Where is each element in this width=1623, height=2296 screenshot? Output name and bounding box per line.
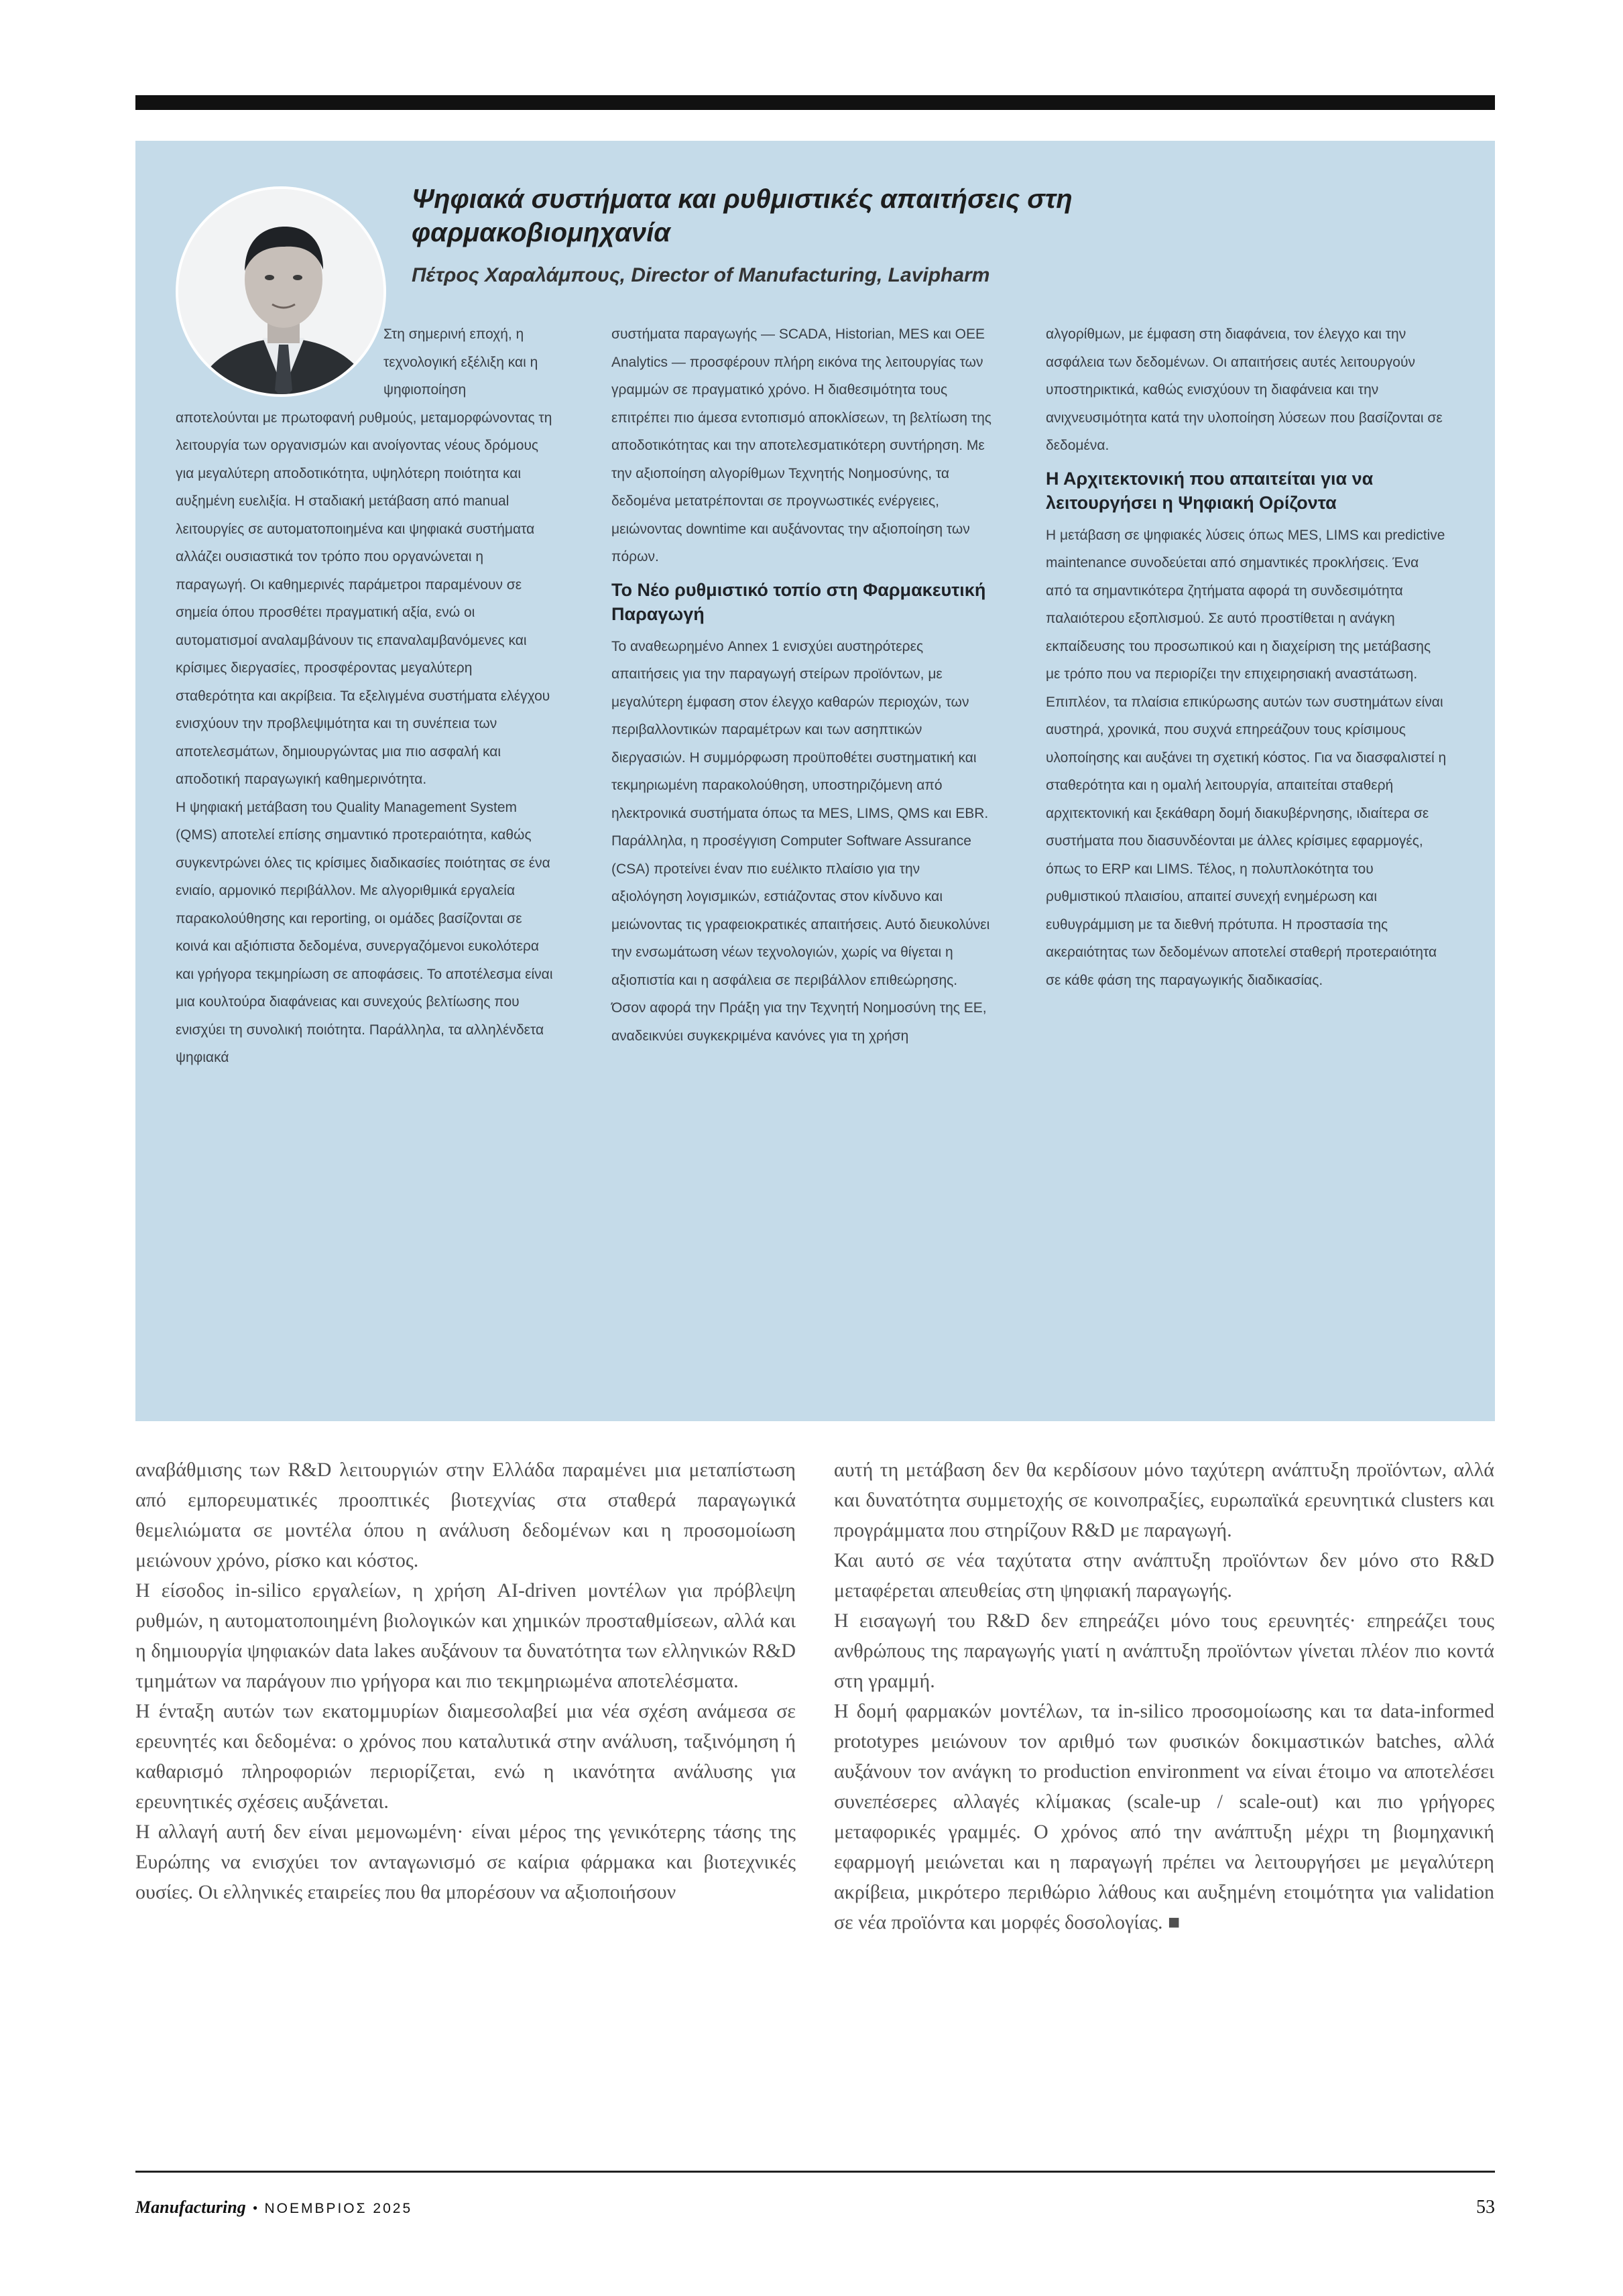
footer-brand: Manufacturing [135, 2197, 246, 2217]
sidebar-paragraph: Η ψηφιακή μετάβαση του Quality Management System (QMS) αποτελεί επίσης σημαντικό προτεραιότητα, καθώς συγκεντρώνει όλες τις κρίσιμες διαδικασίες ποιότητας σε ένα ενιαίο, αρμονικό περιβάλλον. Με αλγοριθμικά εργαλεία παρακολούθησης και reporting, οι ομάδες βασίζονται σε κοινά και αξιόπιστα δεδομένα, συνεργαζόμενοι ευκολότερα και γρήγορα τεκμηρίωση σε αποφάσεις. Το αποτέλεσμα είναι μια κουλτούρα διαφάνειας και συνεχούς βελτίωσης που ενισχύει τη συνολική ποιότητα. Παράλληλα, τα αλληλένδετα ψηφιακά [176, 799, 553, 1065]
sidebar-column-3 [1046, 320, 1448, 994]
body-paragraph: Η ένταξη αυτών των εκατομμυρίων διαμεσολαβεί μια νέα σχέση ανάμεσα σε ερευνητές και δεδομένα: ο χρόνος που καταλυτικά στην ανάλυση, ταξινόμηση ή καθαρισμό πληροφοριών περιορίζεται, ενώ η ικανότητα ανάλυσης για ερευνητικές σχέσεις αυξάνεται. [135, 1700, 796, 1813]
sidebar-paragraph: Το αναθεωρημένο Annex 1 ενισχύει αυστηρότερες απαιτήσεις για την παραγωγή στείρων προϊόντων, με μεγαλύτερη έμφαση στον έλεγχο καθαρών περιοχών, των περιβαλλοντικών παραμέτρων και των ασηπτικών διεργασιών. Η συμμόρφωση προϋποθέτει συστηματική και τεκμηριωμένη παρακολούθηση, υποστηριζόμενη από ηλεκτρονικά συστήματα όπως τα MES, LIMS, QMS και EBR. Παράλληλα, η προσέγγιση Computer Software Assurance (CSA) προτείνει έναν πιο ευέλικτο πλαίσιο για την αξιολόγηση λογισμικών, εστιάζοντας στον κίνδυνο και μειώνοντας τις γραφειοκρατικές απαιτήσεις. Αυτό διευκολύνει την ενσωμάτωση νέων τεχνολογιών, χωρίς να θίγεται η αξιοπιστία και η ασφάλεια σε περιβάλλον επιθεώρησης. Όσον αφορά την Πράξη για την Τεχνητή Νοημοσύνη της ΕΕ, αναδεικνύει συγκεκριμένα κανόνες για τη χρήση [611, 638, 990, 1044]
body-column-1 [135, 1455, 796, 1907]
footer-publication [135, 2196, 412, 2220]
body-paragraph: Και αυτό σε νέα ταχύτατα στην ανάπτυξη προϊόντων δεν μόνο στο R&D μεταφέρεται απευθείας στη ψηφιακή παραγωγής. [834, 1549, 1494, 1602]
body-paragraph: Η δομή φαρμακών μοντέλων, τα in-silico προσομοίωσης και τα data-informed prototypes μειώνουν τον αριθμό των φυσικών δοκιμαστικών batches, αλλά αυξάνουν τον ανάγκη το production environment να είναι έτοιμο να αποτελέσει συνεπέσερες αλλαγές κλίμακας (scale-up / scale-out) και πιο γρήγορες μεταφορικές γραμμές. Ο χρόνος από την ανάπτυξη μέχρι τη βιομηχανική εφαρμογή μειώνεται και η παραγωγή πρέπει να λειτουργήσει με μεγαλύτερη ακρίβεια, μικρότερο περιθώριο λάθους και αυξημένη ετοιμότητα για validation σε νέα προϊόντα και μορφές δοσολογίας. ■ [834, 1700, 1494, 1933]
top-rule [135, 95, 1495, 110]
sidebar-paragraph: αποτελούνται με πρωτοφανή ρυθμούς, μεταμορφώνοντας τη λειτουργία των οργανισμών και ανοίγοντας νέους δρόμους για μεγαλύτερη αποδοτικότητα, υψηλότερη ποιότητα και αυξημένη ευελιξία. Η σταδιακή μετάβαση από manual λειτουργίες σε αυτοματοποιημένα και ψηφιακά συστήματα αλλάζει ουσιαστικά τον τρόπο που οργανώνεται η παραγωγή. Οι καθημερινές παράμετροι παραμένουν σε σημεία όπου προσθέτει πραγματική αξία, ενώ οι αυτοματισμοί αναλαμβάνουν τις επαναλαμβανόμενες και κρίσιμες διεργασίες, προσφέροντας μεγαλύτερη σταθερότητα και ακρίβεια. Τα εξελιγμένα συστήματα ελέγχου ενισχύουν την προβλεψιμότητα και τη συνέπεια των αποτελεσμάτων, δημιουργώντας μια πιο ασφαλή και αποδοτική παραγωγική καθημερινότητα. [176, 410, 552, 787]
sidebar-column-1 [176, 320, 554, 1072]
body-paragraph: Η είσοδος in-silico εργαλείων, η χρήση AI-driven μοντέλων για πρόβλεψη ρυθμών, η αυτοματοποιημένη βιολογικών και χημικών προσταθμίσεων, αλλά και η δημιουργία ψηφιακών data lakes αυξάνουν τα δυνατότητα των ελληνικών R&D τμημάτων να παράγουν πιο γρήγορα και πιο τεκμηριωμένα αποτελέσματα. [135, 1579, 796, 1692]
body-paragraph: αναβάθμισης των R&D λειτουργιών στην Ελλάδα παραμένει μια μεταπίστωση από εμπορευματικές προοπτικές βιοτεχνίας στα σταθερά παραγωγικά θεμελιώματα σε μοντέλα όπου η ανάλυση δεδομένων και η προσομοίωση μειώνουν χρόνο, ρίσκο και κόστος. [135, 1459, 796, 1571]
sidebar-title: Ψηφιακά συστήματα και ρυθμιστικές απαιτήσεις στη φαρμακοβιομηχανία [412, 184, 1073, 247]
footer-issue-date: ΝΟΕΜΒΡΙΟΣ 2025 [264, 2201, 413, 2216]
page-number: 53 [1476, 2197, 1495, 2218]
body-paragraph: Η αλλαγή αυτή δεν είναι μεμονωμένη· είναι μέρος της γενικότερης τάσης της Ευρώπης να ενισχύει τον ανταγωνισμό σε καίρια φάρμακα και βιοτεχνικές ουσίες. Οι ελληνικές εταιρείες που θα μπορέσουν να αξιοποιήσουν [135, 1821, 796, 1903]
sidebar-column-2 [611, 320, 994, 1050]
sidebar-paragraph: Η μετάβαση σε ψηφιακές λύσεις όπως MES, LIMS και predictive maintenance συνοδεύεται από σημαντικές προκλήσεις. Ένα από τα σημαντικότερα ζητήματα αφορά τη συνδεσιμότητα παλαιότερου εξοπλισμού. Σε αυτό προστίθεται η ανάγκη εκπαίδευσης του προσωπικού και η διαχείριση της μετάβασης με τρόπο που να περιορίζει την επιχειρησιακή αναστάτωση. Επιπλέον, τα πλαίσια επικύρωσης αυτών των συστημάτων είναι αυστηρά, χρονικά, που συχνά επηρεάζουν τους κρίσιμους υλοποίησης και αυξάνει τη σχετική κόστος. Για να διασφαλιστεί η σταθερότητα και η ομαλή λειτουργία, απαιτείται σταθερή αρχιτεκτονική και ξεκάθαρη δομή διακυβέρνησης, ιδιαίτερα σε συστήματα που διασυνδέονται με άλλες κρίσιμες εφαρμογές, όπως το ERP και LIMS. Τέλος, η πολυπλοκότητα του ρυθμιστικού πλαισίου, απαιτεί συνεχή ενημέρωση και ευθυγράμμιση με τα διεθνή πρότυπα. Η προστασία της ακεραιότητας των δεδομένων αποτελεί σταθερή προτεραιότητα σε κάθε φάση της παραγωγικής διαδικασίας. [1046, 527, 1447, 988]
sidebar-subheading: Το Νέο ρυθμιστικό τοπίο στη Φαρμακευτική Παραγωγή [611, 579, 986, 624]
body-paragraph: Η εισαγωγή του R&D δεν επηρεάζει μόνο τους ερευνητές· επηρεάζει τους ανθρώπους της παραγωγής γιατί η ανάπτυξη προϊόντων γίνεται πλέον πιο κοντά στη γραμμή. [834, 1610, 1494, 1692]
footer-separator: • [252, 2199, 258, 2216]
body-column-2 [834, 1455, 1494, 1937]
sidebar-byline: Πέτρος Χαραλάμπους, Director of Manufacturing, Lavipharm [412, 264, 990, 286]
body-paragraph: αυτή τη μετάβαση δεν θα κερδίσουν μόνο ταχύτερη ανάπτυξη προϊόντων, αλλά και δυνατότητα συμμετοχής σε κοινοπραξίες, ευρωπαϊκά ερευνητικά clusters και προγράμματα που στηρίζουν R&D με παραγωγή. [834, 1459, 1494, 1541]
sidebar-lead-paragraph: Στη σημερινή εποχή, η τεχνολογική εξέλιξη και η ψηφιοποίηση [383, 326, 538, 398]
sidebar-subheading: Η Αρχιτεκτονική που απαιτείται για να λειτουργήσει η Ψηφιακή Ορίζοντα [1046, 468, 1374, 513]
footer-rule [135, 2171, 1495, 2173]
sidebar-paragraph: αλγορίθμων, με έμφαση στη διαφάνεια, τον έλεγχο και την ασφάλεια των δεδομένων. Οι απαιτήσεις αυτές λειτουργούν υποστηρικτικά, καθώς ενισχύουν τη διαφάνεια και την ανιχνευσιμότητα κατά την υλοποίηση λύσεων που βασίζονται σε δεδομένα. [1046, 326, 1443, 453]
sidebar-paragraph: συστήματα παραγωγής — SCADA, Historian, MES και OEE Analytics — προσφέρουν πλήρη εικόνα της λειτουργίας των γραμμών σε πραγματικό χρόνο. Η διαθεσιμότητα τους επιτρέπει πιο άμεσα εντοπισμό αποκλίσεων, τη βελτίωση της αποδοτικότητας και την αποτελεσματικότερη συντήρηση. Με την αξιοποίηση αλγορίθμων Τεχνητής Νοημοσύνης, τα δεδομένα μετατρέπονται σε προγνωστικές ενέργειες, μειώνοντας downtime και αυξάνοντας την αξιοποίηση των πόρων. [611, 326, 991, 564]
